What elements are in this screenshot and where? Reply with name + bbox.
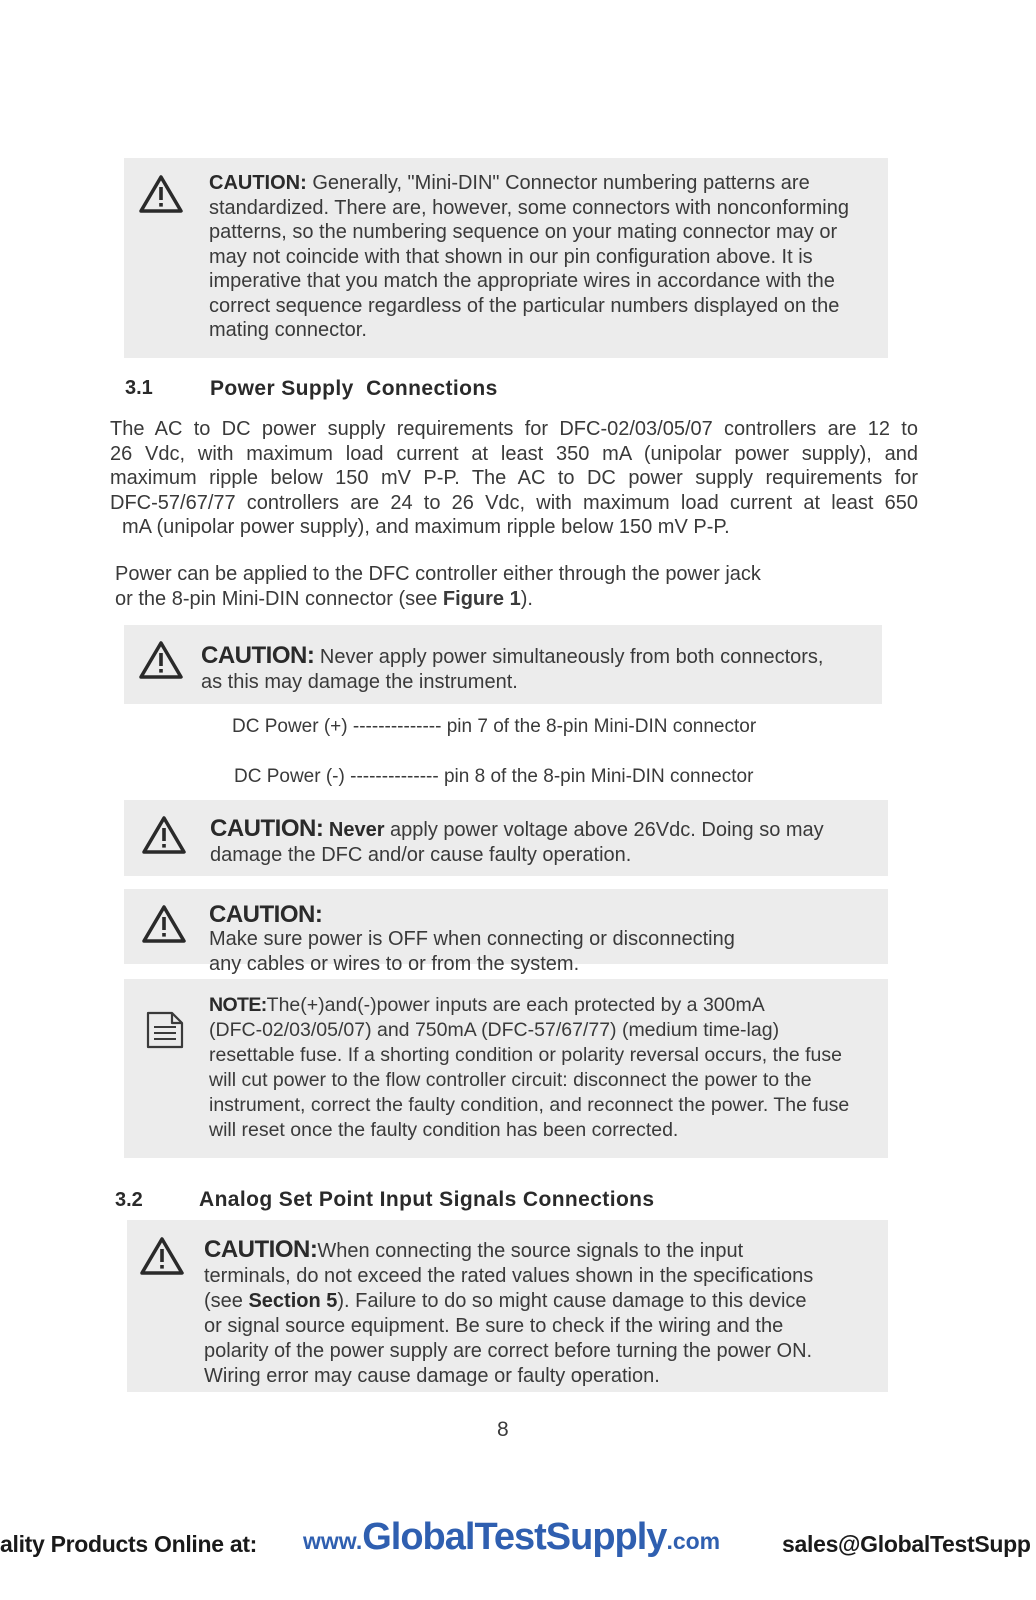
section-reference: Section 5 bbox=[248, 1290, 338, 1312]
caution-body: or signal source equipment. Be sure to check if the wiring and the bbox=[204, 1315, 784, 1337]
caution-body: Never apply power simultaneously from both connectors, bbox=[314, 646, 824, 668]
footer-website-link[interactable] bbox=[303, 1516, 720, 1559]
warning-triangle-icon bbox=[141, 815, 187, 855]
footer-email[interactable]: sales@GlobalTestSupp bbox=[782, 1531, 1031, 1557]
power-application-paragraph bbox=[115, 562, 895, 611]
section-number-3-1: 3.1 bbox=[125, 377, 153, 399]
section-title-analog-set-point: Analog Set Point Input Signals Connections bbox=[199, 1188, 655, 1211]
caution-label: CAUTION: bbox=[209, 172, 307, 194]
paragraph-line: Power can be applied to the DFC controller either through the power jack bbox=[115, 563, 761, 585]
caution-label: CAUTION: bbox=[201, 642, 315, 669]
note-text-fuse bbox=[209, 993, 881, 1143]
power-requirements-paragraph bbox=[110, 417, 918, 540]
caution-body: as this may damage the instrument. bbox=[201, 671, 518, 693]
paragraph-line: mA (unipolar power supply), and maximum ripple below 150 mV P-P. bbox=[122, 516, 730, 538]
caution-body: Generally, "Mini-DIN" Connector numbering patterns are standardized. There are, however, some connectors with nonconforming patterns, so the numbering sequence on your mating connector may or may not coincide with that shown in our pin configuration above. It is imperative that you match the appropriate wires in accordance with the correct sequence regardless of the particular numbers displayed on the mating connector. bbox=[209, 172, 849, 341]
caution-body: ). Failure to do so might cause damage to this device bbox=[337, 1290, 807, 1312]
caution-body: terminals, do not exceed the rated values shown in the specifications bbox=[204, 1265, 814, 1287]
caution-label: CAUTION: bbox=[204, 1236, 318, 1263]
page-number: 8 bbox=[497, 1418, 509, 1441]
section-number-3-2: 3.2 bbox=[115, 1189, 143, 1211]
caution-text-overvoltage bbox=[210, 816, 880, 868]
note-body: (DFC-02/03/05/07) and 750mA (DFC-57/67/77) (medium time-lag) bbox=[209, 1019, 780, 1041]
paragraph-line: The AC to DC power supply requirements for DFC-02/03/05/07 controllers are 12 to bbox=[110, 418, 918, 440]
caution-text-connector-numbering bbox=[209, 171, 869, 343]
caution-emphasis: Never bbox=[328, 819, 385, 841]
figure-reference: Figure 1 bbox=[442, 587, 521, 610]
caution-label: CAUTION: bbox=[210, 815, 324, 842]
footer-www: www. bbox=[303, 1528, 363, 1554]
pin-7-positive: DC Power (+) -------------- pin 7 of the 8-pin Mini-DIN connector bbox=[232, 716, 757, 737]
warning-triangle-icon bbox=[141, 904, 187, 944]
caution-body: damage the DFC and/or cause faulty operation. bbox=[210, 844, 632, 866]
caution-text-simultaneous-power bbox=[201, 643, 871, 695]
caution-body: When connecting the source signals to the input bbox=[317, 1240, 744, 1262]
caution-body: any cables or wires to or from the system. bbox=[209, 953, 580, 975]
paragraph-text: or the 8-pin Mini-DIN connector (see bbox=[115, 587, 443, 610]
footer-brand: GlobalTestSupply bbox=[362, 1516, 667, 1558]
warning-triangle-icon bbox=[138, 640, 184, 680]
paragraph-line: DFC-57/67/77 controllers are 24 to 26 Vdc, with maximum load current at least 650 bbox=[110, 491, 918, 514]
caution-label: CAUTION: bbox=[209, 901, 323, 928]
note-body: will reset once the faulty condition has been corrected. bbox=[209, 1119, 679, 1141]
warning-triangle-icon bbox=[138, 174, 184, 214]
note-body: The(+)and(-)power inputs are each protected by a 300mA bbox=[266, 994, 765, 1016]
note-label: NOTE: bbox=[209, 994, 267, 1016]
footer-com: .com bbox=[666, 1528, 721, 1554]
caution-body: apply power voltage above 26Vdc. Doing so may bbox=[384, 819, 824, 841]
warning-triangle-icon bbox=[139, 1236, 185, 1276]
section-title-power-supply: Power Supply Connections bbox=[210, 377, 498, 400]
caution-text-input-signals bbox=[204, 1237, 880, 1389]
note-body: resettable fuse. If a shorting condition or polarity reversal occurs, the fuse bbox=[209, 1044, 842, 1066]
footer-left-text: ality Products Online at: bbox=[0, 1531, 258, 1557]
caution-body: Make sure power is OFF when connecting or disconnecting bbox=[209, 928, 735, 950]
note-body: instrument, correct the faulty condition, and reconnect the power. The fuse bbox=[209, 1094, 850, 1116]
pin-8-negative: DC Power (-) -------------- pin 8 of the 8-pin Mini-DIN connector bbox=[234, 766, 754, 787]
caution-body: polarity of the power supply are correct before turning the power ON. bbox=[204, 1340, 813, 1362]
caution-body: Wiring error may cause damage or faulty operation. bbox=[204, 1365, 660, 1387]
paragraph-line: maximum ripple below 150 mV P-P. The AC to DC power supply requirements for bbox=[110, 467, 918, 489]
paragraph-text: ). bbox=[520, 587, 533, 610]
caution-text-power-off bbox=[209, 902, 879, 977]
paragraph-line: 26 Vdc, with maximum load current at least 350 mA (unipolar power supply), and bbox=[110, 442, 918, 465]
caution-body: (see bbox=[204, 1290, 249, 1312]
note-body: will cut power to the flow controller circuit: disconnect the power to the bbox=[209, 1069, 812, 1091]
note-document-icon bbox=[145, 1010, 185, 1050]
